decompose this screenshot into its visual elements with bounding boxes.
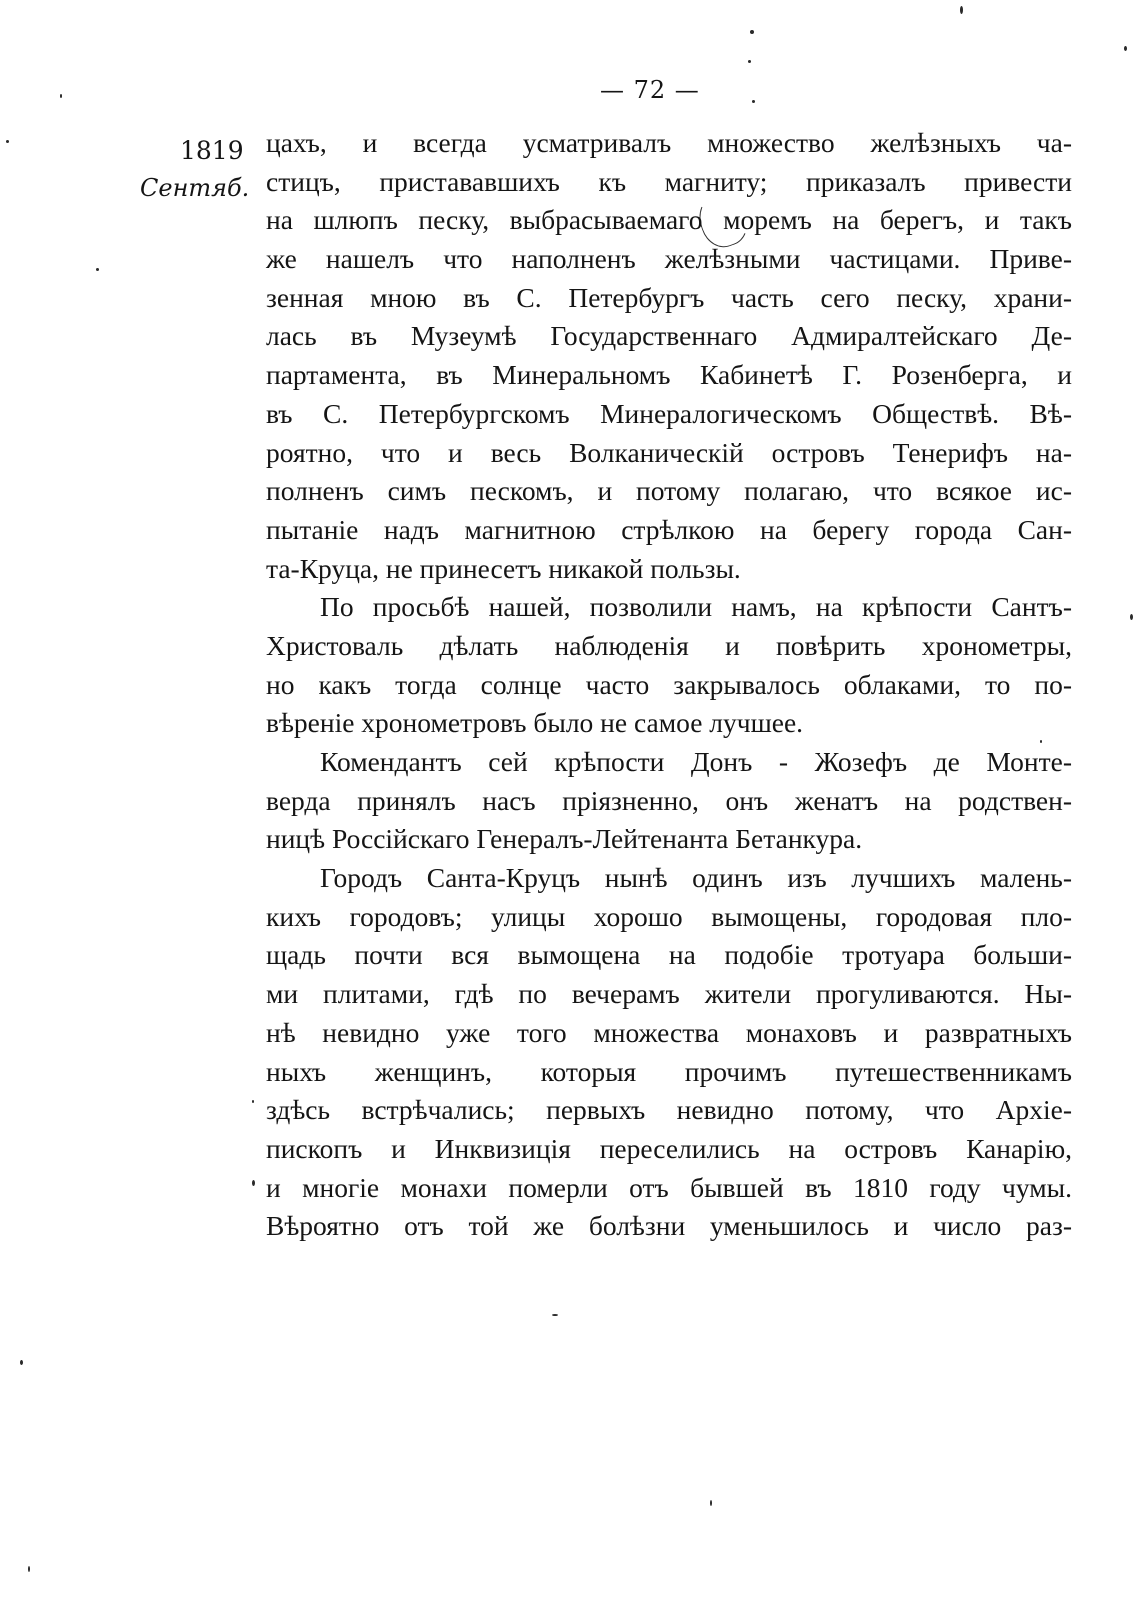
scan-speck <box>710 1500 712 1506</box>
scan-speck <box>1040 740 1042 743</box>
text-line: Христоваль дѣлать наблюденія и повѣрить хронометры, <box>266 629 1072 661</box>
text-line: Городъ Санта-Круцъ нынѣ одинъ изъ лучшихъ малень- <box>320 862 1072 894</box>
text-line: пископъ и Инквизиція переселились на островъ Канарію, <box>266 1132 1072 1164</box>
text-line: кихъ городовъ; улицы хорошо вымощены, городовая пло- <box>266 900 1072 932</box>
page-number: — 72 — <box>600 76 700 104</box>
scan-speck <box>20 1360 23 1365</box>
text-line: цахъ, и всегда усматривалъ множество желѣзныхъ ча- <box>266 127 1072 158</box>
text-line: роятно, что и весь Волканическій островъ Тенерифъ на- <box>266 436 1072 468</box>
text-line: ныхъ женщинъ, которыя прочимъ путешественникамъ <box>266 1055 1072 1087</box>
margin-note-year: 1819 <box>180 136 244 165</box>
text-line: ницѣ Россійскаго Генералъ-Лейтенанта Бетанкура. <box>266 823 863 855</box>
text-line: полненъ симъ пескомъ, и потому полагаю, что всякое ис- <box>266 475 1072 507</box>
text-line: въ С. Петербургскомъ Минералогическомъ Обществѣ. Вѣ- <box>266 397 1072 429</box>
text-line: та-Круца, не принесетъ никакой пользы. <box>266 552 741 584</box>
text-line: пытаніе надъ магнитною стрѣлкою на берегу города Сан- <box>266 513 1072 545</box>
scan-speck <box>252 1100 254 1103</box>
text-line: вѣреніе хронометровъ было не самое лучшее. <box>266 707 804 739</box>
scan-speck <box>28 1566 30 1572</box>
margin-note-month: Сентяб. <box>140 174 250 202</box>
text-line: ми плитами, гдѣ по вечерамъ жители прогуливаются. Ны- <box>266 978 1072 1010</box>
scan-speck <box>1130 614 1133 620</box>
text-line: нѣ невидно уже того множества монаховъ и развратныхъ <box>266 1016 1072 1048</box>
text-line: партамента, въ Минеральномъ Кабинетѣ Г. Розенберга, и <box>266 359 1072 391</box>
scan-speck <box>960 6 963 14</box>
text-line: же нашелъ что наполненъ желѣзными частицами. Приве- <box>266 243 1072 275</box>
scan-speck <box>252 1180 255 1186</box>
text-line: По просьбѣ нашей, позволили намъ, на крѣпости Сантъ- <box>320 591 1072 623</box>
scan-speck <box>96 268 99 271</box>
scan-speck <box>1124 46 1127 51</box>
text-line: лась въ Музеумѣ Государственнаго Адмиралтейскаго Де- <box>266 320 1072 352</box>
scan-speck <box>750 30 754 34</box>
body-text <box>266 124 1072 1246</box>
scan-speck <box>748 60 751 63</box>
text-line: Вѣроятно отъ той же болѣзни уменьшилось и число раз- <box>266 1210 1072 1242</box>
text-line: Комендантъ сей крѣпости Донъ - Жозефъ де Монте- <box>320 746 1072 777</box>
text-line: зенная мною въ С. Петербургъ часть сего песку, храни- <box>266 281 1072 313</box>
text-line: щадь почти вся вымощена на подобіе тротуара больши- <box>266 939 1072 971</box>
text-line: и многіе монахи померли отъ бывшей въ 1810 году чумы. <box>266 1171 1072 1203</box>
scan-speck <box>752 100 755 103</box>
scan-speck <box>6 140 9 143</box>
scan-speck <box>552 1314 558 1316</box>
text-line: здѣсь встрѣчались; первыхъ невидно потому, что Архіе- <box>266 1094 1072 1126</box>
text-line: стицъ, пристававшихъ къ магниту; приказалъ привести <box>266 165 1072 197</box>
text-line: верда принялъ насъ пріязненно, онъ женатъ на родствен- <box>266 784 1072 816</box>
text-line: на шлюпъ песку, выбрасываемаго моремъ на берегъ, и такъ <box>266 204 1072 236</box>
scan-speck <box>60 94 62 98</box>
text-line: но какъ тогда солнце часто закрывалось облаками, то по- <box>266 668 1072 700</box>
